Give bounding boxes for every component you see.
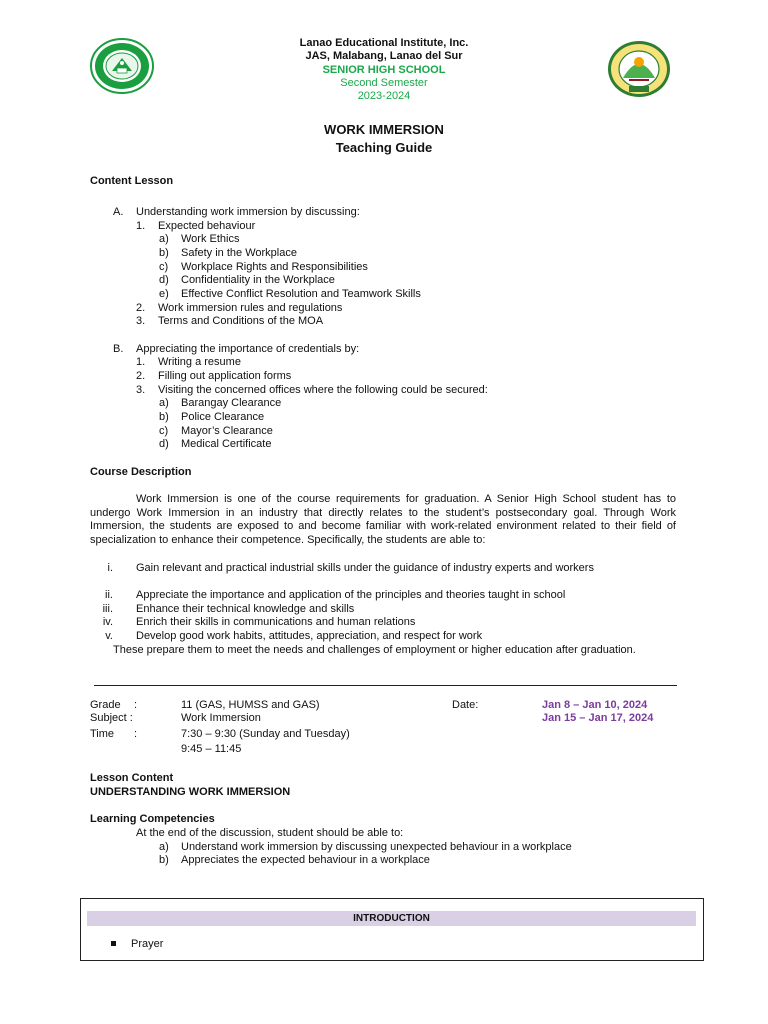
list-marker: b) bbox=[159, 411, 169, 423]
barmm-seal-icon bbox=[607, 40, 671, 98]
list-item: Appreciating the importance of credentials by: bbox=[136, 343, 360, 355]
school-year: 2023-2024 bbox=[357, 90, 411, 102]
list-marker: 2. bbox=[136, 370, 146, 382]
list-item: Mayor’s Clearance bbox=[181, 425, 273, 437]
list-item: Enrich their skills in communications and human relations bbox=[136, 616, 416, 628]
colon: : bbox=[134, 728, 138, 740]
list-item: Safety in the Workplace bbox=[181, 247, 297, 259]
list-marker: a) bbox=[159, 841, 169, 853]
subject-label: Subject : bbox=[90, 712, 133, 724]
list-marker: d) bbox=[159, 438, 169, 450]
introduction-heading: INTRODUCTION bbox=[87, 911, 696, 926]
list-item: Writing a resume bbox=[158, 356, 241, 368]
list-item: Appreciates the expected behaviour in a workplace bbox=[181, 854, 430, 866]
grade-label: Grade bbox=[90, 699, 121, 711]
list-marker: v. bbox=[105, 630, 113, 642]
list-marker: i. bbox=[107, 562, 113, 574]
school-seal-icon bbox=[90, 38, 154, 94]
time-value: 9:45 – 11:45 bbox=[181, 743, 242, 755]
colon: : bbox=[134, 699, 138, 711]
list-item: Filling out application forms bbox=[158, 370, 292, 382]
grade-value: 11 (GAS, HUMSS and GAS) bbox=[181, 699, 320, 711]
list-item: Appreciate the importance and application of the principles and theories taught in school bbox=[136, 589, 566, 601]
list-item: Police Clearance bbox=[181, 411, 265, 423]
list-item: Effective Conflict Resolution and Teamwork Skills bbox=[181, 288, 421, 300]
lesson-content-title: UNDERSTANDING WORK IMMERSION bbox=[90, 786, 291, 798]
list-item: Barangay Clearance bbox=[181, 397, 282, 409]
course-description-paragraph bbox=[90, 493, 676, 547]
list-item: Work immersion rules and regulations bbox=[158, 302, 343, 314]
list-item: Visiting the concerned offices where the following could be secured: bbox=[158, 384, 488, 396]
list-marker: iii. bbox=[102, 603, 113, 615]
time-label: Time bbox=[90, 728, 115, 740]
list-item: Medical Certificate bbox=[181, 438, 272, 450]
list-marker: b) bbox=[159, 247, 169, 259]
list-marker: a) bbox=[159, 397, 169, 409]
list-item: Confidentiality in the Workplace bbox=[181, 274, 335, 286]
list-marker: B. bbox=[113, 343, 124, 355]
list-item: Understanding work immersion by discussing: bbox=[136, 206, 360, 218]
course-description-closing bbox=[90, 644, 676, 658]
list-marker: a) bbox=[159, 233, 169, 245]
time-value: 7:30 – 9:30 (Sunday and Tuesday) bbox=[181, 728, 350, 740]
list-item: Terms and Conditions of the MOA bbox=[158, 315, 324, 327]
paragraph-text: Work Immersion is one of the course requirements for graduation. A Senior High School student has to undergo Work Immersion in an industry that directly relates to the student’s postsecondary goal. Through Work Immersion, the students are exposed to and become familiar with work-related environment related to their field of specialization to enhance their competence. Specifically, the students are able to: bbox=[90, 493, 676, 546]
learning-competencies-heading: Learning Competencies bbox=[90, 813, 215, 825]
date-value: Jan 15 – Jan 17, 2024 bbox=[542, 712, 654, 724]
lesson-content-heading: Lesson Content bbox=[90, 772, 174, 784]
list-marker: ii. bbox=[105, 589, 113, 601]
competencies-intro: At the end of the discussion, student should be able to: bbox=[136, 827, 404, 839]
paragraph-text: These prepare them to meet the needs and challenges of employment or higher education after graduation. bbox=[113, 644, 636, 656]
course-description-heading: Course Description bbox=[90, 466, 192, 478]
date-value: Jan 8 – Jan 10, 2024 bbox=[542, 699, 648, 711]
list-item: Workplace Rights and Responsibilities bbox=[181, 261, 368, 273]
institution-address: JAS, Malabang, Lanao del Sur bbox=[305, 50, 463, 62]
list-marker: c) bbox=[159, 425, 169, 437]
semester: Second Semester bbox=[340, 77, 428, 89]
list-item: Gain relevant and practical industrial skills under the guidance of industry experts and workers bbox=[136, 562, 594, 574]
list-marker: b) bbox=[159, 854, 169, 866]
list-marker: 3. bbox=[136, 315, 146, 327]
list-item: Enhance their technical knowledge and skills bbox=[136, 603, 355, 615]
divider bbox=[94, 685, 677, 686]
list-marker: 1. bbox=[136, 356, 146, 368]
list-marker: 1. bbox=[136, 220, 146, 232]
list-marker: e) bbox=[159, 288, 169, 300]
date-label: Date: bbox=[452, 699, 479, 711]
introduction-item: Prayer bbox=[131, 938, 164, 950]
school-level: SENIOR HIGH SCHOOL bbox=[322, 64, 446, 76]
document-subtitle: Teaching Guide bbox=[335, 140, 433, 155]
list-marker: c) bbox=[159, 261, 169, 273]
list-item: Develop good work habits, attitudes, appreciation, and respect for work bbox=[136, 630, 483, 642]
institution-name: Lanao Educational Institute, Inc. bbox=[299, 37, 469, 49]
introduction-table bbox=[80, 898, 704, 961]
list-marker: 3. bbox=[136, 384, 146, 396]
list-marker: 2. bbox=[136, 302, 146, 314]
list-marker: iv. bbox=[102, 616, 113, 628]
document-title: WORK IMMERSION bbox=[324, 122, 444, 137]
bullet-icon bbox=[111, 941, 116, 946]
list-marker: d) bbox=[159, 274, 169, 286]
list-item: Work Ethics bbox=[181, 233, 240, 245]
subject-value: Work Immersion bbox=[181, 712, 261, 724]
list-item: Understand work immersion by discussing unexpected behaviour in a workplace bbox=[181, 841, 572, 853]
list-marker: A. bbox=[113, 206, 124, 218]
content-lesson-heading: Content Lesson bbox=[90, 175, 174, 187]
list-item: Expected behaviour bbox=[158, 220, 256, 232]
